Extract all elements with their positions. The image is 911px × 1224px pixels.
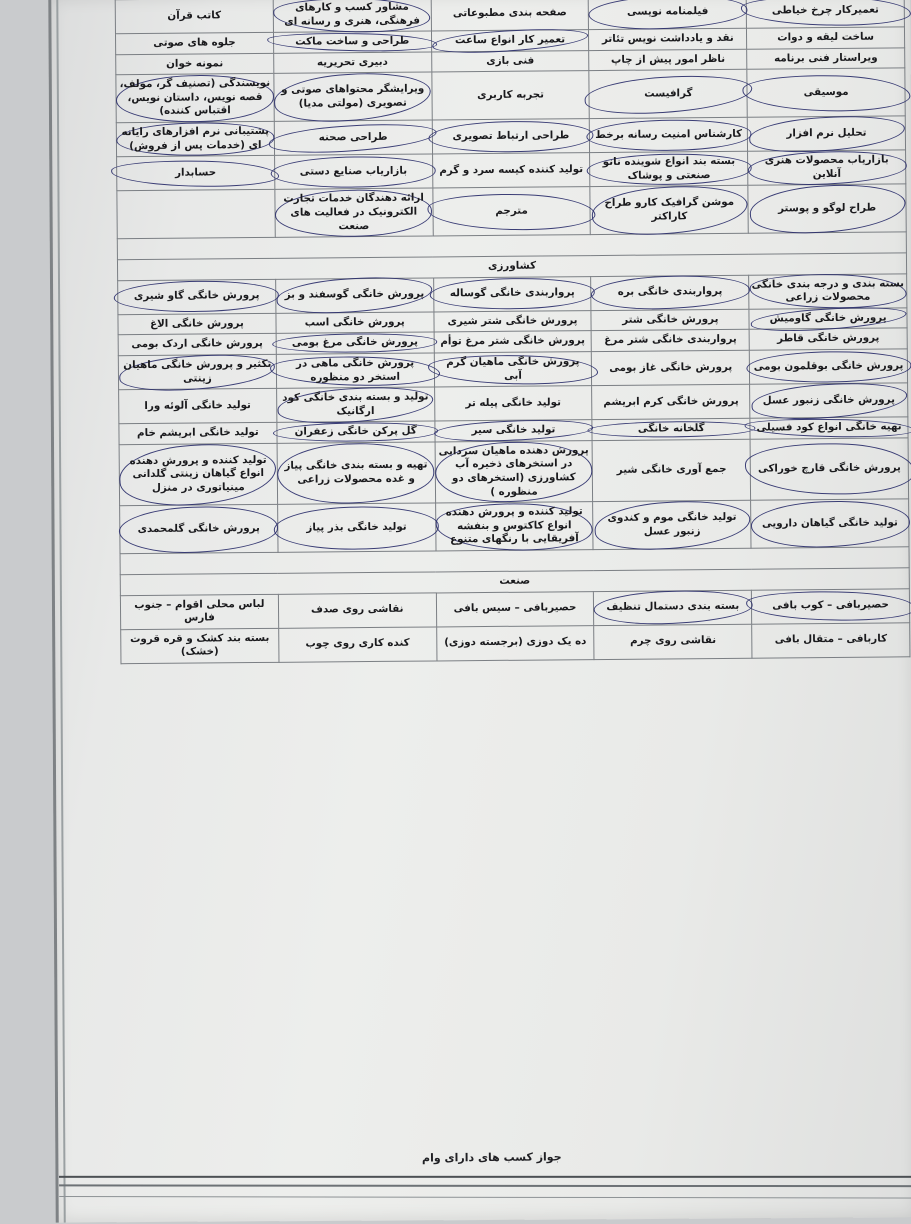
job-cell[interactable]: [274, 72, 432, 121]
job-label: بازاریاب محصولات هنری آنلاین: [764, 153, 889, 180]
job-label: پرورش خانگی زنبور عسل: [762, 393, 895, 407]
job-label: مترجم: [495, 204, 528, 217]
job-label: تولید خانگی پیله تر: [465, 396, 562, 410]
job-cell[interactable]: [115, 32, 273, 54]
job-label: پرورش خانگی الاغ: [149, 316, 244, 330]
job-cell[interactable]: [431, 50, 589, 72]
job-label: جلوه های صوتی: [153, 36, 236, 50]
job-label: پرورش دهنده ماهیان سردابی در استخرهای ذخیره آب کشاورزی (استخرهای دو منظوره ): [438, 443, 589, 498]
job-label: پرورش خانگی اسب: [304, 315, 405, 329]
job-cell[interactable]: [593, 500, 751, 549]
job-cell[interactable]: [274, 154, 432, 190]
job-cell[interactable]: [594, 590, 752, 626]
job-label: پرورش خانگی بوقلمون بومی: [753, 359, 904, 373]
job-label: کاربافی – متقال بافی: [774, 632, 888, 646]
job-cell[interactable]: [117, 156, 275, 192]
section-title: کشاورزی: [117, 253, 906, 280]
job-label: پرورش خانگی کرم ابریشم: [603, 394, 739, 408]
job-label: بسته بند انواع شوینده نانو صنعتی و پوشاک: [602, 155, 736, 182]
job-label: پرورش خانگی مرغ بومی: [291, 335, 418, 350]
job-label: طراحی صحنه: [318, 130, 388, 144]
job-label: پرورش خانگی قاطر: [777, 331, 880, 345]
job-cell[interactable]: [747, 116, 905, 152]
job-cell[interactable]: [748, 184, 906, 233]
page-edge-line-2: [59, 1184, 911, 1187]
job-label: بسته بندی دستمال تنظیف: [606, 600, 740, 614]
job-label: تولید کننده و پرورش دهنده انواع کاکتوس و بنفشه آفریقایی با رنگهای متنوع: [445, 505, 583, 546]
job-label: ویرایشگر محتواهای صوتی و تصویری (مولتی مدیا): [281, 82, 425, 110]
job-label: بازاریاب صنایع دستی: [299, 164, 408, 178]
job-label: پرورش خانگی گلمحمدی: [137, 521, 260, 535]
job-cell[interactable]: [274, 120, 432, 156]
job-label: ده یک دوزی (برجسته دوزی): [444, 635, 587, 649]
job-label: گل پرکن خانگی زعفران: [294, 424, 417, 438]
job-cell[interactable]: [276, 353, 434, 389]
job-label: حسابدار: [175, 166, 217, 179]
job-label: کنده کاری روی چوب: [305, 637, 410, 651]
job-cell[interactable]: [276, 387, 434, 423]
job-cell[interactable]: [275, 278, 433, 314]
job-cell[interactable]: [273, 0, 431, 32]
job-cell[interactable]: [751, 499, 909, 548]
job-cell[interactable]: [749, 349, 907, 385]
job-cell[interactable]: [431, 0, 589, 31]
job-cell[interactable]: [118, 313, 276, 335]
footnote-caption: جواز کسب های دارای وام: [421, 1150, 562, 1165]
job-cell[interactable]: [118, 279, 276, 315]
job-label: بسته بند کشک و قره قروت (خشک): [129, 631, 270, 658]
job-label: پرورش خانگی اردک بومی: [131, 337, 263, 351]
job-label: تولید کننده و پرورش دهنده انواع گیاهان زینتی گلدانی مینیاتوری در منزل: [129, 453, 267, 494]
job-cell[interactable]: [432, 187, 590, 236]
job-label: حصیربافی – کوب بافی: [772, 598, 889, 612]
job-cell[interactable]: [118, 334, 276, 356]
job-label: تولید و بسته بندی خانگی کود ارگانیک: [282, 390, 429, 418]
job-cell[interactable]: [435, 502, 593, 551]
job-cell[interactable]: [590, 117, 748, 153]
job-label: کارشناس امنیت رسانه برخط: [595, 127, 743, 141]
job-cell[interactable]: [277, 421, 435, 443]
job-cell[interactable]: [747, 68, 905, 117]
job-label: پرواربندی خانگی گوساله: [449, 286, 575, 300]
job-label: فیلمنامه نویسی: [626, 4, 709, 18]
job-cell[interactable]: [434, 386, 592, 422]
job-label: نویسندگی (تصنیف گر، مولف، قصه نویس، داستان نویس، اقتباس کننده): [119, 77, 271, 118]
job-cell[interactable]: [590, 186, 748, 235]
job-label: لباس محلی اقوام – جنوب فارس: [134, 597, 265, 624]
job-cell[interactable]: [119, 388, 277, 424]
job-label: پرورش خانگی گوسفند و بز: [284, 287, 425, 302]
job-cell[interactable]: [750, 383, 908, 419]
job-label: تعمیر کار انواع ساعت: [454, 33, 566, 47]
job-label: پرورش خانگی شتر مرغ توأم: [440, 334, 586, 348]
job-cell[interactable]: [121, 628, 279, 664]
job-cell[interactable]: [431, 71, 589, 120]
job-cell[interactable]: [116, 121, 274, 157]
job-cell[interactable]: [434, 331, 592, 353]
job-cell[interactable]: [276, 312, 434, 334]
job-cell[interactable]: [116, 74, 274, 123]
job-label: نقد و یادداشت نویس تئاتر: [601, 31, 734, 46]
job-label: تعمیرکار چرخ خیاطی: [771, 3, 879, 17]
job-cell[interactable]: [118, 354, 276, 390]
job-label: فنی بازی: [486, 54, 535, 67]
job-label: موسیقی: [803, 85, 849, 99]
table-row: [119, 438, 909, 506]
job-label: طراحی ارتباط تصویری: [452, 129, 570, 143]
job-label: تهیه و بسته بندی خانگی پیاز و غده محصولات زراعی: [284, 458, 428, 486]
job-label: حصیربافی – سیس بافی: [453, 601, 577, 615]
job-cell[interactable]: [278, 627, 436, 663]
job-label: پرورش خانگی شتر شیری: [447, 314, 578, 328]
job-cell[interactable]: [119, 423, 277, 445]
job-cell[interactable]: [432, 153, 590, 189]
job-label: ارائه دهندگان خدمات تجارت الکترونیک در فعالیت های صنعت: [283, 191, 424, 232]
job-label: ویراستار فنی برنامه: [774, 51, 878, 65]
job-cell[interactable]: [434, 352, 592, 388]
job-cell[interactable]: [277, 442, 435, 505]
job-cell[interactable]: [120, 505, 278, 554]
job-cell[interactable]: [273, 31, 431, 53]
job-cell[interactable]: [277, 503, 435, 552]
job-label: دبیری تحریریه: [316, 55, 388, 69]
job-label: تولید خانگی بذر پیاز: [306, 520, 407, 534]
job-cell[interactable]: [592, 384, 750, 420]
job-label: نمونه خوان: [166, 57, 224, 70]
job-label: پرواربندی خانگی بره: [617, 285, 723, 299]
job-cell[interactable]: [273, 52, 431, 74]
job-cell[interactable]: [589, 49, 747, 71]
table-row: [121, 622, 910, 663]
table-row: [120, 499, 909, 554]
job-label: تحلیل نرم افزار: [786, 126, 867, 140]
job-cell[interactable]: [120, 594, 278, 630]
page-edge-line-1: [59, 1176, 911, 1178]
document-sheet: [53, 0, 911, 1224]
section-title: صنعت: [120, 568, 909, 595]
empty-cell: [117, 190, 275, 239]
job-cell[interactable]: [435, 440, 593, 503]
table-row: [116, 68, 905, 123]
job-cell[interactable]: [434, 420, 592, 442]
job-label: تولید خانگی سیر: [471, 423, 556, 437]
job-label: ناظر امور پیش از چاپ: [610, 52, 726, 66]
job-cell[interactable]: [433, 276, 591, 312]
job-label: نقاشی روی چرم: [630, 634, 717, 648]
job-cell[interactable]: [591, 309, 749, 331]
job-cell[interactable]: [752, 588, 910, 624]
job-label: پرورش خانگی گاومیش: [769, 311, 887, 325]
job-label: پرواربندی خانگی شتر مرغ: [604, 333, 737, 347]
job-label: پرورش خانگی غاز بومی: [609, 360, 733, 374]
job-label: پشتیبانی نرم افزارهای رایانه ای (خدمات پس از فروش): [121, 124, 270, 152]
job-cell[interactable]: [747, 27, 905, 49]
job-label: تولید خانگی ابریشم خام: [136, 426, 259, 440]
job-label: طراحی و ساخت ماکت: [295, 34, 410, 48]
table-row: [117, 184, 906, 239]
job-label: پرورش خانگی گاو شیری: [133, 289, 260, 303]
job-cell[interactable]: [436, 625, 594, 661]
job-cell[interactable]: [594, 624, 752, 660]
job-cell[interactable]: [436, 591, 594, 627]
job-cell[interactable]: [747, 48, 905, 70]
job-label: پرورش خانگی شتر: [622, 312, 719, 326]
job-label: پرورش خانگی ماهیان گرم آبی: [446, 355, 580, 382]
table-container: [115, 0, 911, 664]
job-cell[interactable]: [119, 443, 277, 506]
job-label: تکثیر و پرورش خانگی ماهیان زینتی: [123, 357, 272, 385]
job-cell[interactable]: [592, 330, 750, 352]
job-label: تجربه کاربری: [477, 88, 545, 101]
page-edge-line-3: [59, 1196, 911, 1199]
job-cell[interactable]: [115, 0, 273, 34]
job-cell[interactable]: [116, 53, 274, 75]
job-cell[interactable]: [591, 275, 749, 311]
job-cell[interactable]: [750, 438, 908, 501]
job-cell[interactable]: [275, 188, 433, 237]
job-cell[interactable]: [278, 592, 436, 628]
job-cell[interactable]: [592, 350, 750, 386]
job-label: پرورش خانگی قارچ خوراکی: [757, 461, 901, 475]
job-cell[interactable]: [589, 28, 747, 50]
job-label: بسته بندی و درجه بندی خانگی محصولات زراعی: [751, 277, 905, 304]
job-cell[interactable]: [589, 70, 747, 119]
job-cell[interactable]: [752, 622, 910, 658]
job-label: تولید خانگی موم و کندوی زنبور عسل: [607, 510, 737, 538]
job-label: جمع آوری خانگی شیر: [616, 463, 727, 477]
job-cell[interactable]: [749, 308, 907, 330]
job-cell[interactable]: [749, 273, 907, 309]
job-cell[interactable]: [589, 0, 747, 30]
job-label: [120, 214, 273, 215]
job-label: نقاشی روی صدف: [310, 603, 404, 616]
job-cell[interactable]: [431, 30, 589, 52]
job-label: تولید خانگی گیاهان دارویی: [761, 516, 898, 530]
job-cell[interactable]: [592, 418, 750, 440]
job-label: تهیه خانگی انواع کود فسیلی: [756, 420, 902, 434]
job-label: پرورش خانگی ماهی در استخر دو منظوره: [295, 356, 415, 384]
jobs-table: [115, 0, 911, 664]
job-cell[interactable]: [592, 439, 750, 502]
job-cell[interactable]: [590, 151, 748, 187]
job-label: گرافیست: [644, 87, 693, 100]
job-cell[interactable]: [276, 332, 434, 354]
job-label: تولید کننده کیسه سرد و گرم: [439, 163, 584, 177]
job-cell[interactable]: [434, 310, 592, 332]
job-label: کاتب قرآن: [167, 9, 222, 22]
job-label: تولید خانگی آلوئه ورا: [144, 398, 251, 412]
job-cell[interactable]: [749, 328, 907, 350]
job-cell[interactable]: [432, 119, 590, 155]
job-label: ساخت لیقه و دوات: [777, 30, 875, 44]
job-cell[interactable]: [750, 417, 908, 439]
job-cell[interactable]: [746, 0, 904, 28]
job-label: موشن گرافیک کارو طراح کاراکتر: [604, 195, 735, 223]
job-label: طراح لوگو و پوستر: [778, 201, 877, 215]
job-label: مشاور کسب و کارهای فرهنگی، هنری و رسانه ای: [284, 0, 421, 28]
job-cell[interactable]: [748, 150, 906, 186]
job-label: گلخانه خانگی: [637, 422, 705, 435]
job-label: صفحه بندی مطبوعاتی: [452, 6, 567, 20]
